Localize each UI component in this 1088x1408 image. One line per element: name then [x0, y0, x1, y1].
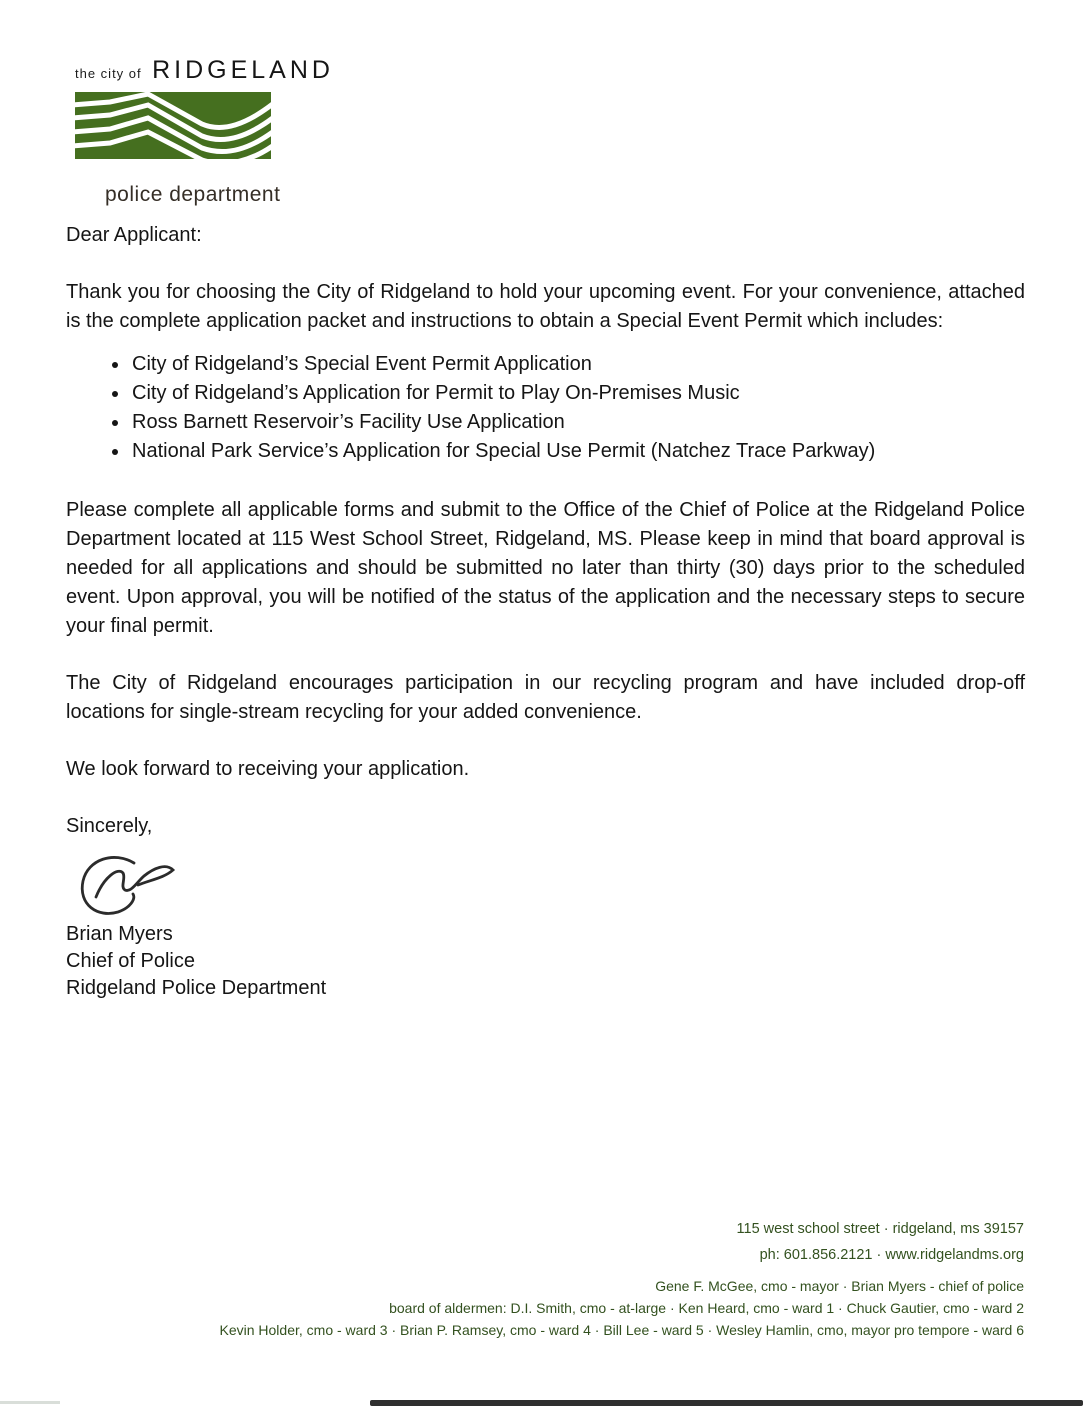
letterhead-department: police department — [105, 183, 281, 206]
footer-aldermen-line2: Kevin Holder, cmo - ward 3 · Brian P. Ramsey, cmo - ward 4 · Bill Lee - ward 5 · Wesley Hamlin, cmo, mayor pro tempore - ward 6 — [219, 1322, 1024, 1338]
letterhead-title — [75, 56, 335, 88]
list-item: • National Park Service’s Application for Special Use Permit (Natchez Trace Parkway) — [130, 437, 1025, 466]
footer-address — [737, 1216, 1024, 1268]
scan-smudge — [0, 1401, 60, 1404]
footer-aldermen-line1: board of aldermen: D.I. Smith, cmo - at-large · Ken Heard, cmo - ward 1 · Chuck Gautier, cmo - ward 2 — [389, 1300, 1024, 1316]
scan-edge-bar — [370, 1400, 1083, 1406]
footer-street-address: 115 west school street · ridgeland, ms 39157 — [736, 1221, 1024, 1237]
attachments-list — [66, 350, 1025, 466]
signer-name: Brian Myers — [66, 923, 173, 945]
paragraph-intro: Thank you for choosing the City of Ridgeland to hold your upcoming event. For your convenience, attached is the complete application packet and instructions to obtain a Special Event Permit which includes: — [66, 281, 1025, 332]
list-item: • Ross Barnett Reservoir’s Facility Use Application — [130, 408, 1025, 437]
footer-mayor-chief-line: Gene F. McGee, cmo - mayor · Brian Myers - chief of police — [655, 1278, 1024, 1294]
letter-body — [66, 221, 1025, 1002]
footer-phone-website: ph: 601.856.2121 · www.ridgelandms.org — [759, 1247, 1024, 1263]
salutation: Dear Applicant: — [66, 224, 202, 246]
list-item: • City of Ridgeland’s Application for Permit to Play On-Premises Music — [130, 379, 1025, 408]
letterhead — [75, 56, 335, 207]
signer-title: Chief of Police — [66, 950, 195, 972]
list-item: • City of Ridgeland’s Special Event Permit Application — [130, 350, 1025, 379]
paragraph-lookforward: We look forward to receiving your application. — [66, 758, 470, 780]
closing: Sincerely, — [66, 815, 153, 837]
letterhead-pretitle: the city of — [75, 66, 142, 81]
city-of-ridgeland-waves-logo-icon — [75, 92, 271, 159]
footer-officials — [220, 1275, 1025, 1341]
letterhead-city-name: RIDGELAND — [152, 56, 334, 84]
paragraph-submit: Please complete all applicable forms and submit to the Office of the Chief of Police at the Ridgeland Police Department located at 115 West School Street, Ridgeland, MS. Please keep in mind that board approval is needed for all applications and should be submitted no later than thirty (30) days prior to the scheduled event. Upon approval, you will be notified of the status of the application and the necessary steps to secure your final permit. — [66, 499, 1025, 637]
paragraph-recycling: The City of Ridgeland encourages participation in our recycling program and have included drop-off locations for single-stream recycling for your added convenience. — [66, 672, 1025, 723]
signer-org: Ridgeland Police Department — [66, 977, 327, 999]
signature-block — [66, 921, 1025, 1002]
handwritten-signature — [76, 847, 176, 919]
